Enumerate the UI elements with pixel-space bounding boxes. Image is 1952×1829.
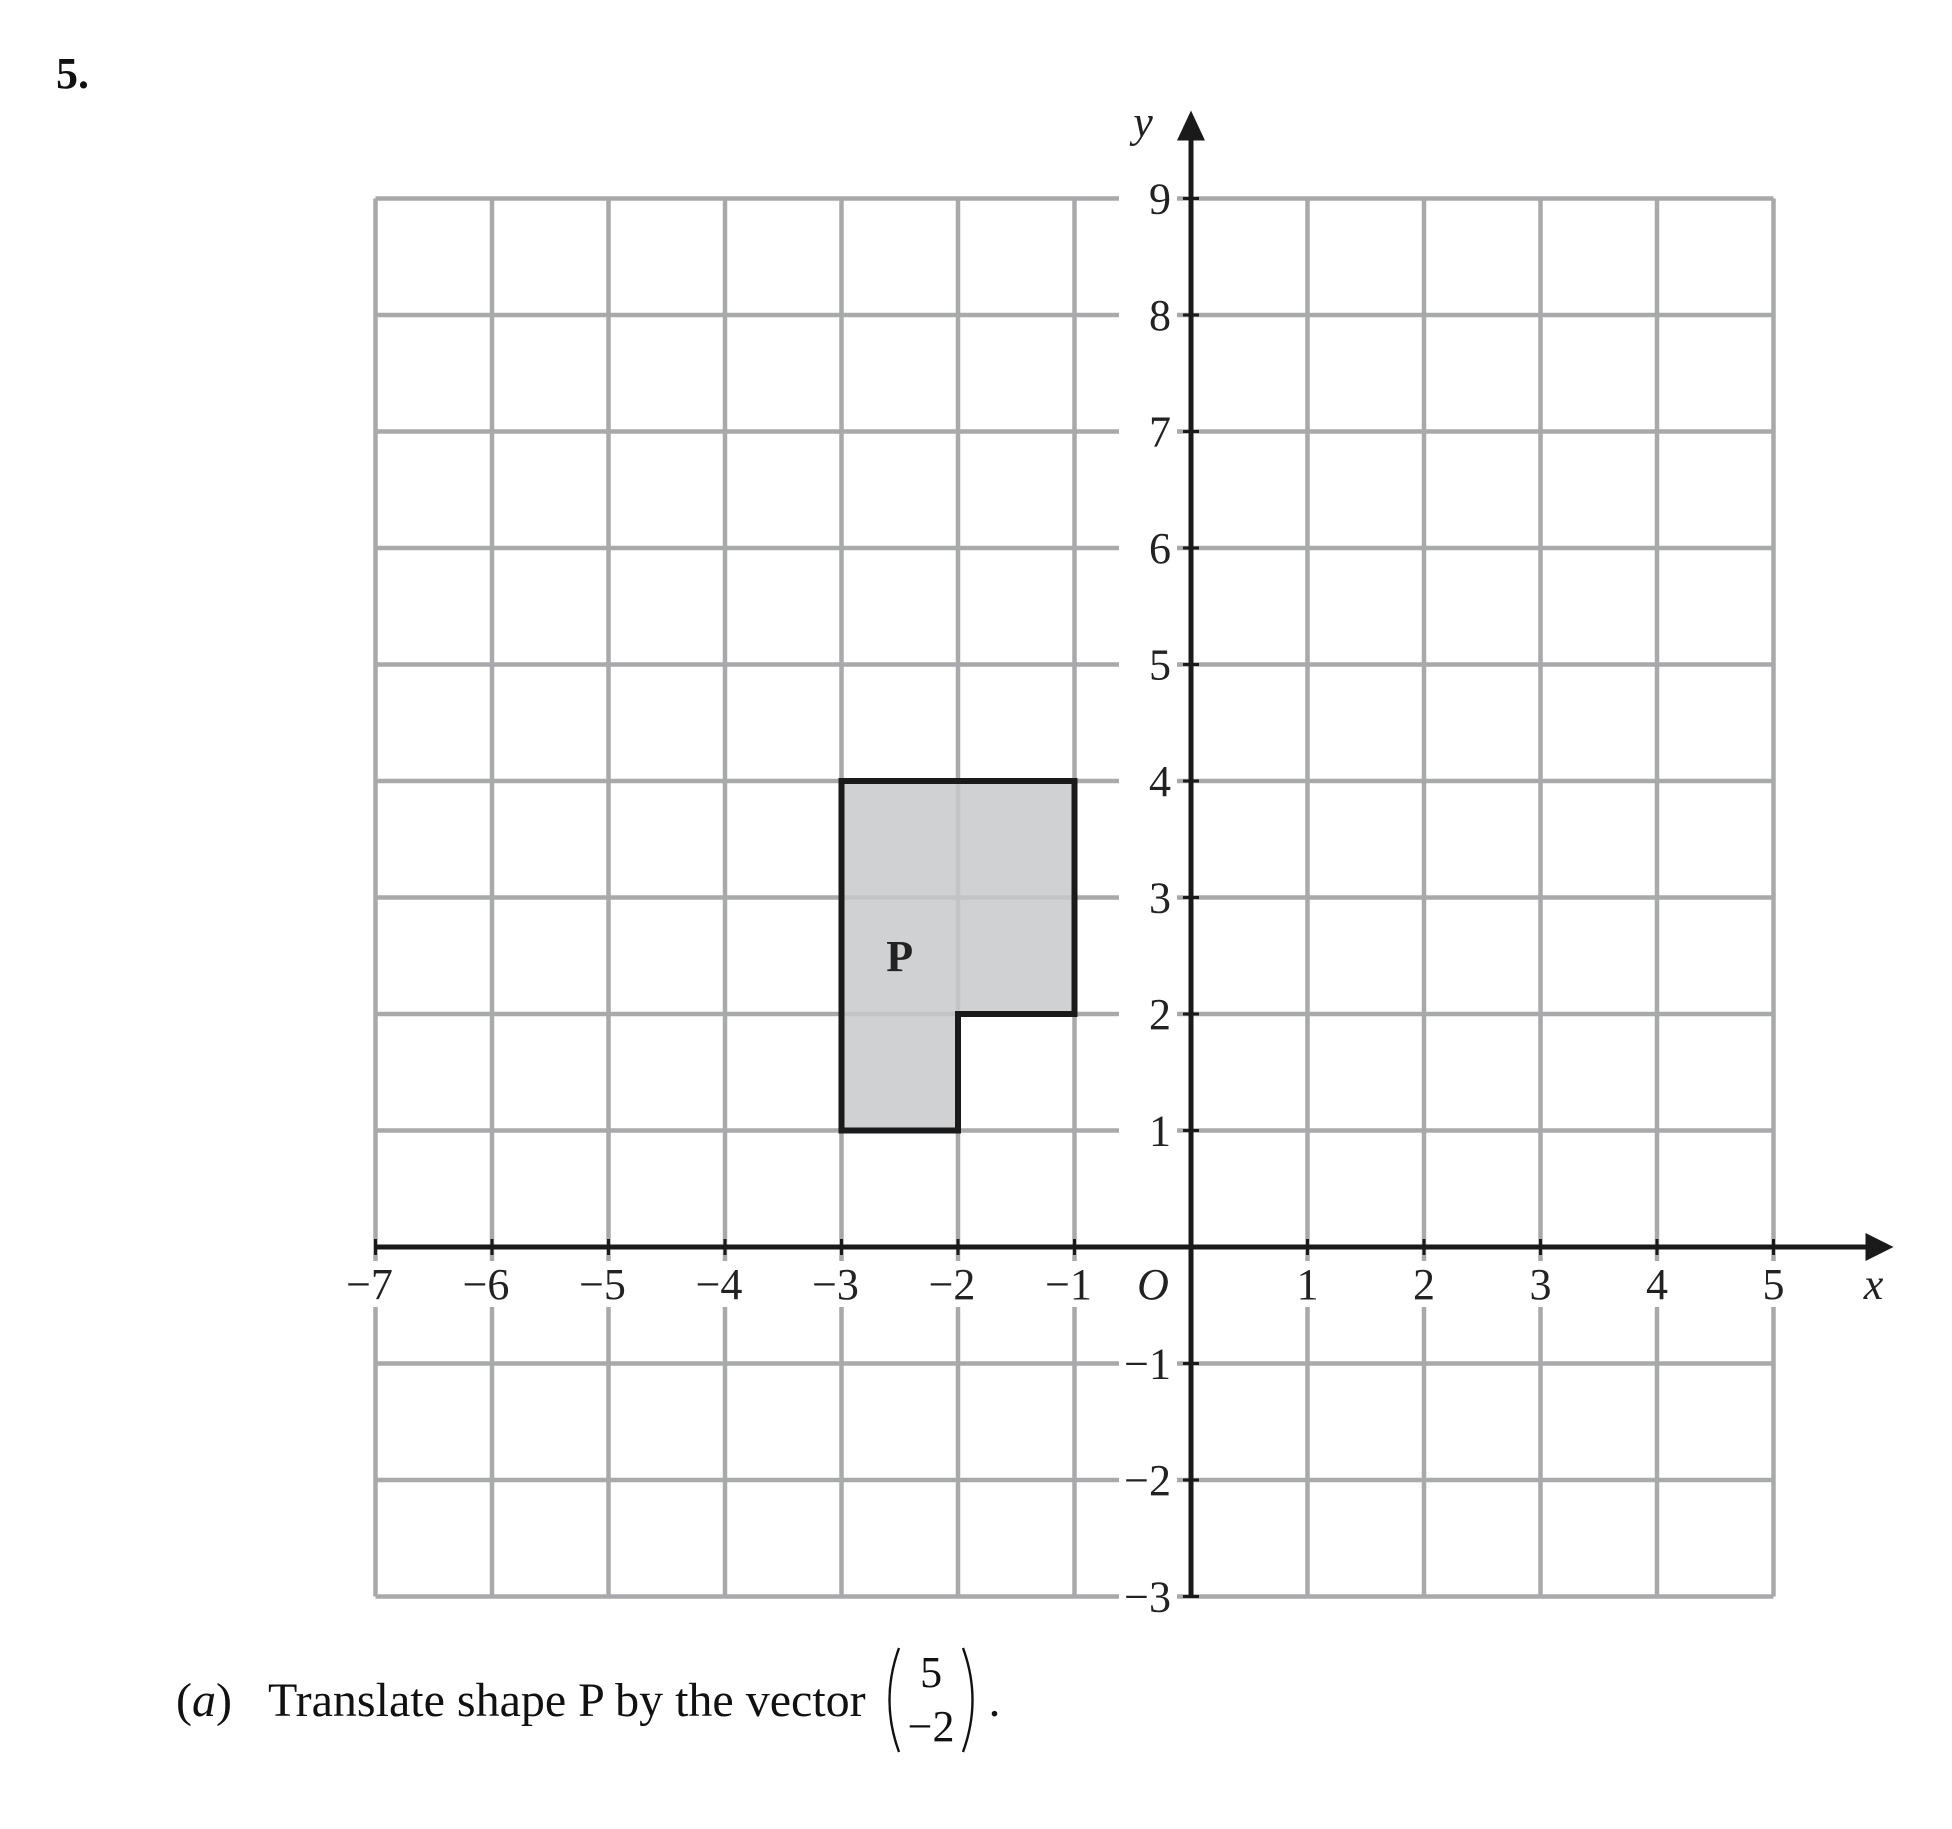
x-tick-label: 1 xyxy=(1296,1260,1319,1309)
part-a-instruction: Translate shape P by the vector xyxy=(268,1673,866,1727)
y-tick-label: 9 xyxy=(1149,174,1171,224)
y-tick-label: 6 xyxy=(1149,524,1171,573)
x-tick-label: −5 xyxy=(579,1260,626,1309)
x-tick-label: −1 xyxy=(1045,1260,1092,1309)
x-axis-label: x xyxy=(1863,1260,1884,1309)
y-axis-label: y xyxy=(1133,97,1153,147)
x-tick-label: −4 xyxy=(695,1260,743,1309)
translation-vector xyxy=(882,1644,981,1756)
vector-bottom: −2 xyxy=(907,1702,955,1751)
y-tick-label: −3 xyxy=(1124,1572,1171,1622)
origin-label: O xyxy=(1137,1260,1169,1309)
part-a-label: (a) xyxy=(176,1673,232,1727)
x-tick-label: −6 xyxy=(462,1260,510,1309)
y-tick-label: −2 xyxy=(1124,1456,1171,1505)
shape-p-label: P xyxy=(886,931,914,981)
part-a-letter: a xyxy=(191,1673,216,1727)
y-tick-label: 7 xyxy=(1149,407,1171,457)
x-tick-label: 2 xyxy=(1413,1260,1435,1309)
y-axis-arrow-icon xyxy=(1177,111,1205,141)
y-tick-label: 4 xyxy=(1149,757,1171,806)
vector-right-paren xyxy=(960,1644,980,1756)
vector-end-punct: . xyxy=(988,1673,1001,1727)
vector-top: 5 xyxy=(920,1648,943,1697)
y-tick-label: 1 xyxy=(1149,1106,1171,1156)
x-tick-label: 4 xyxy=(1646,1260,1668,1309)
vector-left-paren xyxy=(882,1644,902,1756)
y-tick-label: 8 xyxy=(1149,291,1171,340)
x-axis-arrow-icon xyxy=(1866,1233,1894,1261)
y-tick-label: 2 xyxy=(1149,990,1171,1039)
y-tick-label: 5 xyxy=(1149,640,1171,690)
question-number: 5. xyxy=(56,49,89,98)
y-tick-label: −1 xyxy=(1124,1339,1171,1389)
x-tick-label: −3 xyxy=(812,1260,859,1309)
x-tick-label: 3 xyxy=(1529,1260,1552,1309)
part-a xyxy=(176,1640,1376,1760)
x-tick-label: 5 xyxy=(1762,1260,1785,1309)
x-tick-label: −2 xyxy=(928,1260,976,1309)
y-tick-label: 3 xyxy=(1149,873,1171,923)
x-tick-label: −7 xyxy=(346,1260,393,1309)
